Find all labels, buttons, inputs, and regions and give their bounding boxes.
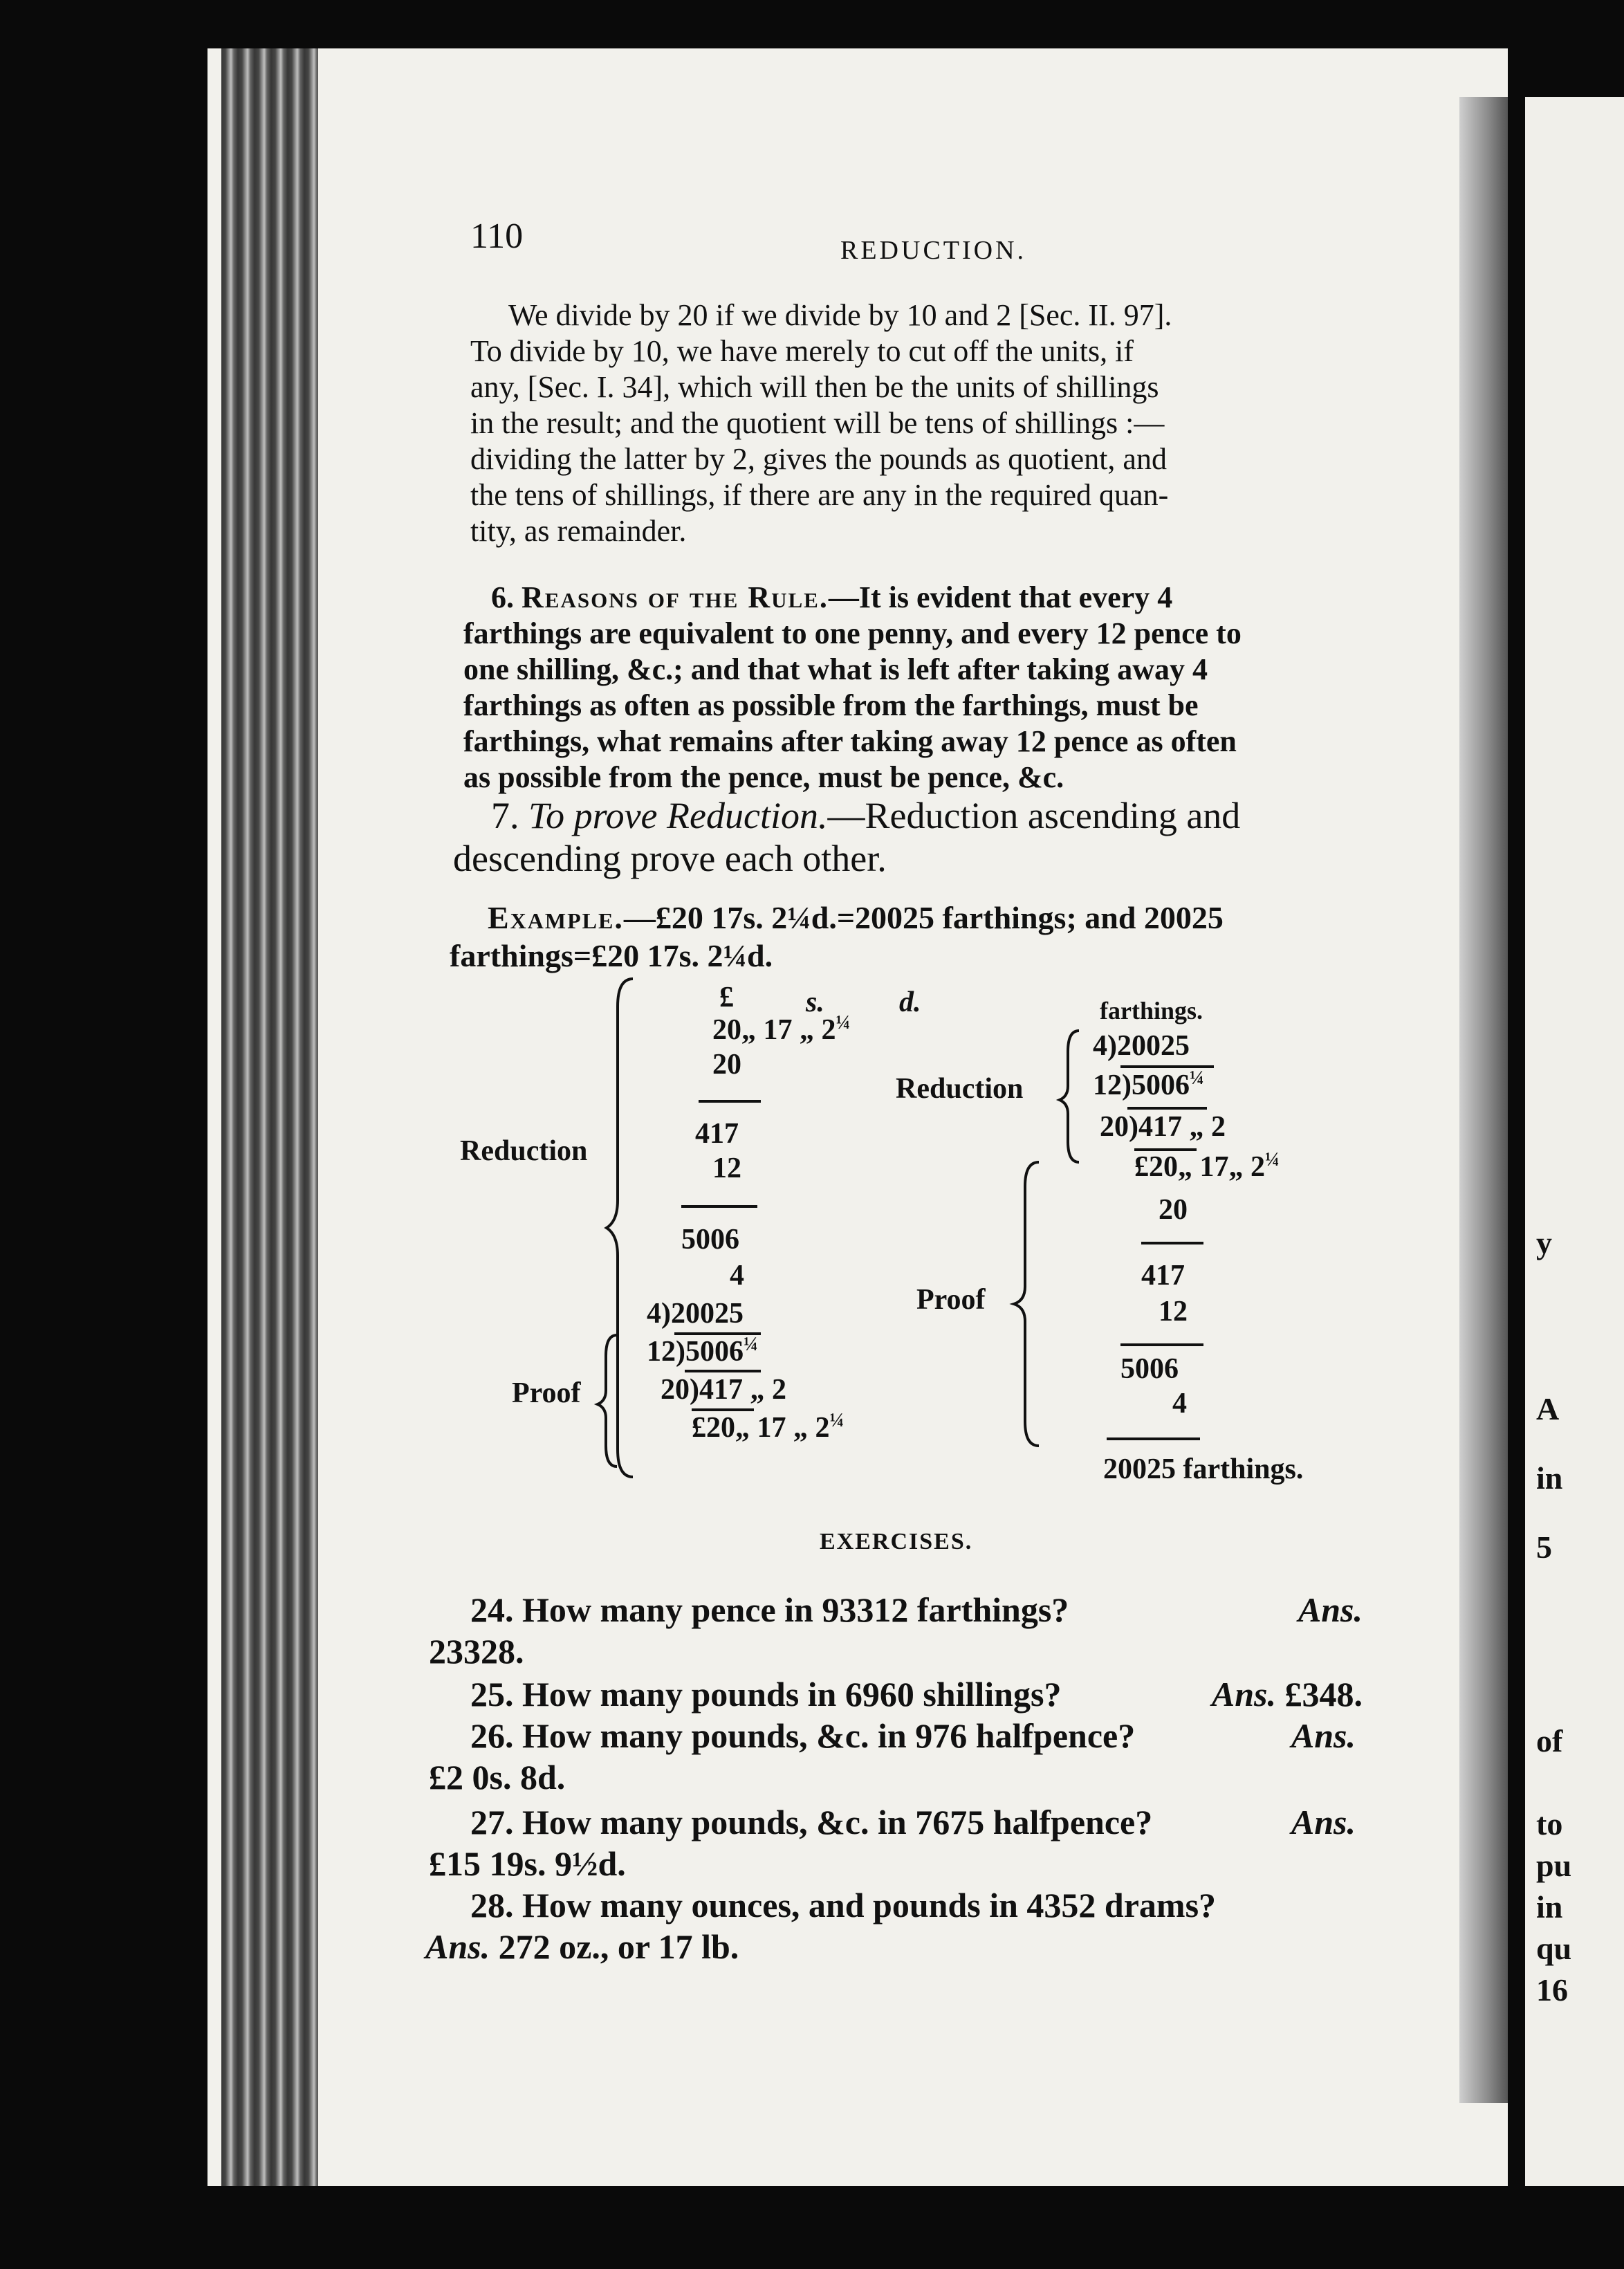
answer-label: Ans. bbox=[1211, 1675, 1276, 1714]
section-heading: Reasons of the Rule. bbox=[522, 580, 829, 614]
work-fraction: ¼ bbox=[1265, 1149, 1280, 1170]
exercise-answer-line bbox=[425, 1927, 739, 1967]
reduction-label-right: Reduction bbox=[896, 1073, 1024, 1105]
exercise-item: 28. How many ounces, and pounds in 4352 drams? bbox=[470, 1886, 1217, 1924]
work-line: 5006 bbox=[1120, 1353, 1179, 1385]
proof-label: Proof bbox=[512, 1377, 581, 1409]
work-fraction: ¼ bbox=[744, 1334, 758, 1355]
proof-brace bbox=[596, 1335, 624, 1467]
work-line: 417 bbox=[695, 1118, 739, 1150]
section-number: 6. bbox=[491, 580, 514, 614]
exercise-question: 25. How many pounds in 6960 shillings? bbox=[470, 1675, 1062, 1714]
exercise-answer: £15 19s. 9½d. bbox=[429, 1844, 626, 1883]
work-value: „ 17„ 2 bbox=[1178, 1151, 1265, 1183]
work-value: 12)5006 bbox=[647, 1336, 744, 1368]
work-line: 5006 bbox=[681, 1224, 739, 1256]
work-line bbox=[712, 1013, 851, 1047]
col-header-pounds: £ bbox=[719, 982, 734, 1013]
book-spine bbox=[221, 48, 318, 2186]
intro-line: the tens of shillings, if there are any in the required quan- bbox=[470, 478, 1169, 512]
work-line bbox=[1093, 1069, 1204, 1102]
work-value: £20 bbox=[1134, 1151, 1178, 1183]
reasons-line: farthings, what remains after taking away 12 pence as often bbox=[463, 724, 1237, 758]
work-fraction: ¼ bbox=[829, 1410, 845, 1431]
answer-label: Ans. bbox=[1291, 1716, 1356, 1755]
work-line: 4 bbox=[730, 1260, 744, 1292]
prove-line: —Reduction ascending and bbox=[827, 795, 1241, 836]
answer-label: Ans. bbox=[1298, 1590, 1363, 1629]
intro-line: in the result; and the quotient will be tens of shillings :— bbox=[470, 406, 1165, 440]
page-edge-shadow bbox=[1459, 97, 1508, 2103]
work-line bbox=[647, 1335, 758, 1368]
neighbor-fragment: A bbox=[1536, 1391, 1560, 1426]
work-line bbox=[661, 1373, 786, 1406]
exercise-answer: 272 oz., or 17 lb. bbox=[498, 1927, 739, 1966]
exercise-answer: 23328. bbox=[429, 1632, 524, 1671]
page-number: 110 bbox=[470, 217, 524, 256]
work-line: 12 bbox=[712, 1152, 741, 1184]
neighbor-fragment: pu bbox=[1536, 1848, 1572, 1883]
rule-line bbox=[699, 1100, 761, 1103]
neighbor-fragment: 16 bbox=[1536, 1972, 1568, 2008]
rule-line bbox=[1141, 1242, 1203, 1244]
intro-line: dividing the latter by 2, gives the pounds as quotient, and bbox=[470, 442, 1167, 476]
work-value: „ 2 bbox=[750, 1374, 786, 1406]
work-line: 4)20025 bbox=[1093, 1030, 1190, 1062]
work-line: 417 bbox=[1141, 1260, 1185, 1292]
reasons-line: as possible from the pence, must be pence, &c. bbox=[463, 760, 1064, 794]
work-line: 20025 farthings. bbox=[1103, 1453, 1304, 1485]
work-line: 20)417 „ 2 bbox=[1100, 1111, 1226, 1143]
prove-first-line bbox=[491, 794, 1240, 837]
rule-line bbox=[681, 1205, 757, 1208]
work-fraction: ¼ bbox=[1190, 1067, 1204, 1089]
exercises-title: EXERCISES. bbox=[820, 1529, 973, 1554]
reasons-first-line bbox=[491, 580, 1172, 616]
work-line bbox=[1134, 1150, 1280, 1184]
exercise-item bbox=[470, 1802, 1356, 1842]
reasons-line: farthings as often as possible from the farthings, must be bbox=[463, 688, 1199, 722]
section-number: 7. bbox=[491, 795, 519, 836]
work-line: 20 bbox=[1159, 1194, 1188, 1226]
reasons-line: farthings are equivalent to one penny, and every 12 pence to bbox=[463, 616, 1242, 650]
exercise-item bbox=[470, 1674, 1363, 1714]
example-line: farthings=£20 17s. 2¼d. bbox=[450, 938, 773, 973]
exercise-item bbox=[470, 1716, 1356, 1756]
neighbor-fragment: qu bbox=[1536, 1931, 1572, 1966]
work-line bbox=[692, 1411, 845, 1444]
answer-label: Ans. bbox=[1291, 1803, 1356, 1841]
proof-label-right: Proof bbox=[916, 1284, 986, 1316]
reduction-label: Reduction bbox=[460, 1135, 588, 1167]
neighbor-fragment: to bbox=[1536, 1806, 1563, 1841]
intro-line: To divide by 10, we have merely to cut off the units, if bbox=[470, 334, 1134, 368]
rule-line bbox=[1107, 1437, 1200, 1440]
intro-line: tity, as remainder. bbox=[470, 514, 687, 548]
reasons-line: one shilling, &c.; and that what is left after taking away 4 bbox=[463, 652, 1208, 686]
answer-label: Ans. bbox=[425, 1927, 490, 1966]
reasons-line: —It is evident that every 4 bbox=[828, 580, 1173, 614]
example-label: Example. bbox=[488, 900, 624, 935]
work-line: 4)20025 bbox=[647, 1298, 744, 1330]
neighbor-fragment: of bbox=[1536, 1723, 1563, 1758]
work-value: 20 bbox=[712, 1014, 741, 1046]
col-header-pence: d. bbox=[899, 986, 921, 1018]
exercise-answer: £2 0s. 8d. bbox=[429, 1758, 566, 1797]
intro-line: any, [Sec. I. 34], which will then be the units of shillings bbox=[470, 370, 1159, 404]
rule-line bbox=[1127, 1107, 1207, 1110]
neighbor-fragment: in bbox=[1536, 1460, 1563, 1496]
work-value: 20)417 bbox=[661, 1374, 743, 1406]
work-value: „ 17 „ 2 bbox=[741, 1014, 836, 1046]
col-header-shillings: s. bbox=[806, 986, 824, 1018]
exercise-item bbox=[470, 1590, 1363, 1630]
neighbor-fragment: y bbox=[1536, 1225, 1552, 1260]
example-line bbox=[488, 899, 1224, 936]
example-text: —£20 17s. 2¼d.=20025 farthings; and 20025 bbox=[623, 900, 1224, 935]
reduction-brace-right bbox=[1058, 1031, 1086, 1162]
exercise-question: 24. How many pence in 93312 farthings? bbox=[470, 1590, 1069, 1629]
work-fraction: ¼ bbox=[836, 1012, 851, 1034]
intro-line: We divide by 20 if we divide by 10 and 2 [Sec. II. 97]. bbox=[508, 298, 1172, 332]
work-line: 4 bbox=[1172, 1388, 1187, 1420]
rule-line bbox=[685, 1370, 761, 1372]
exercise-answer: £348. bbox=[1284, 1675, 1363, 1714]
neighbor-fragment: 5 bbox=[1536, 1529, 1552, 1565]
work-value: „ 17 „ 2 bbox=[735, 1412, 830, 1444]
prove-line: descending prove each other. bbox=[453, 838, 887, 879]
farthings-header: farthings. bbox=[1100, 997, 1203, 1025]
work-value: £20 bbox=[692, 1412, 735, 1444]
work-value: 12)5006 bbox=[1093, 1069, 1190, 1101]
neighbor-fragment: in bbox=[1536, 1889, 1563, 1924]
exercise-question: 26. How many pounds, &c. in 976 halfpence? bbox=[470, 1716, 1136, 1755]
section-heading: To prove Reduction. bbox=[528, 795, 828, 836]
work-line: 12 bbox=[1159, 1296, 1188, 1328]
exercise-question: 27. How many pounds, &c. in 7675 halfpence? bbox=[470, 1803, 1153, 1841]
proof-brace-right bbox=[1011, 1162, 1046, 1446]
neighbor-page bbox=[1525, 97, 1624, 2186]
work-line: 20 bbox=[712, 1049, 741, 1081]
running-head: REDUCTION. bbox=[840, 236, 1027, 265]
rule-line bbox=[1120, 1343, 1203, 1346]
